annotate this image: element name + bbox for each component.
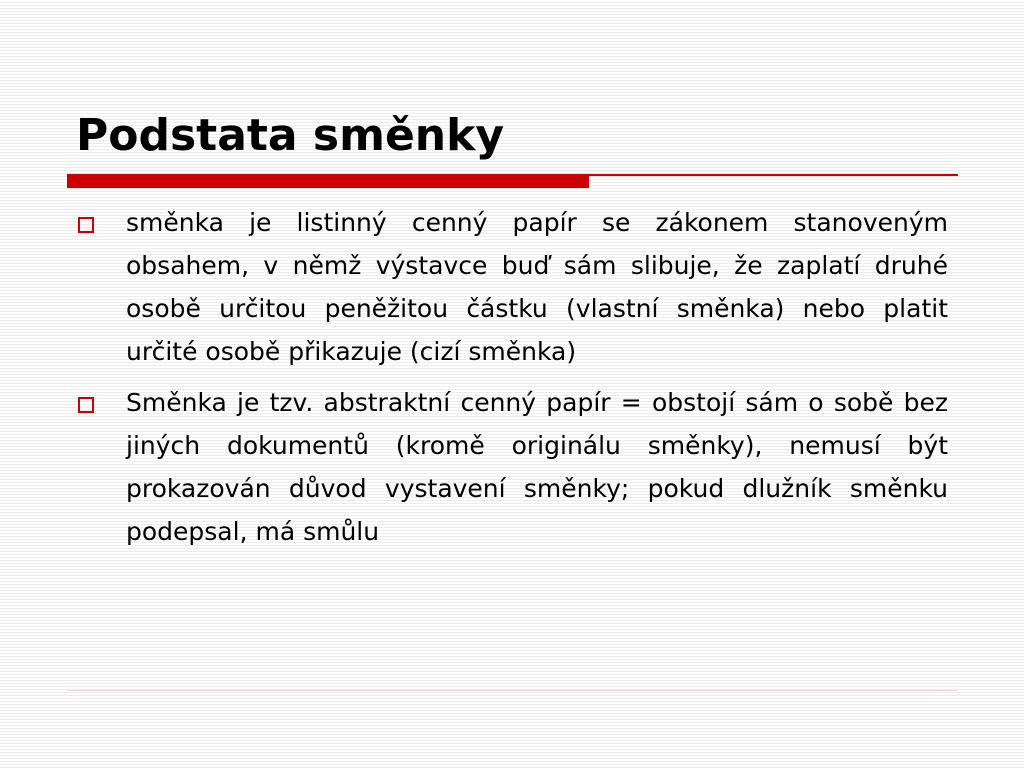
title-underline-line	[589, 174, 958, 176]
slide-title: Podstata směnky	[76, 110, 505, 161]
title-underline-accent	[67, 174, 589, 188]
bullet-item	[78, 201, 948, 373]
footer-divider	[67, 690, 957, 691]
bullet-text: směnka je listinný cenný papír se zákonem stanoveným obsahem, v němž výstavce buď sám slibuje, že zaplatí druhé osobě určitou peněžitou částku (vlastní směnka) nebo platit určité osobě přikazuje (cizí směnka)	[126, 208, 948, 366]
bullet-item	[78, 381, 948, 553]
hollow-square-bullet-icon	[78, 217, 94, 233]
bullet-list	[78, 201, 948, 561]
bullet-text: Směnka je tzv. abstraktní cenný papír = obstojí sám o sobě bez jiných dokumentů (kromě originálu směnky), nemusí být prokazován důvod vystavení směnky; pokud dlužník směnku podepsal, má smůlu	[126, 388, 948, 546]
hollow-square-bullet-icon	[78, 397, 94, 413]
